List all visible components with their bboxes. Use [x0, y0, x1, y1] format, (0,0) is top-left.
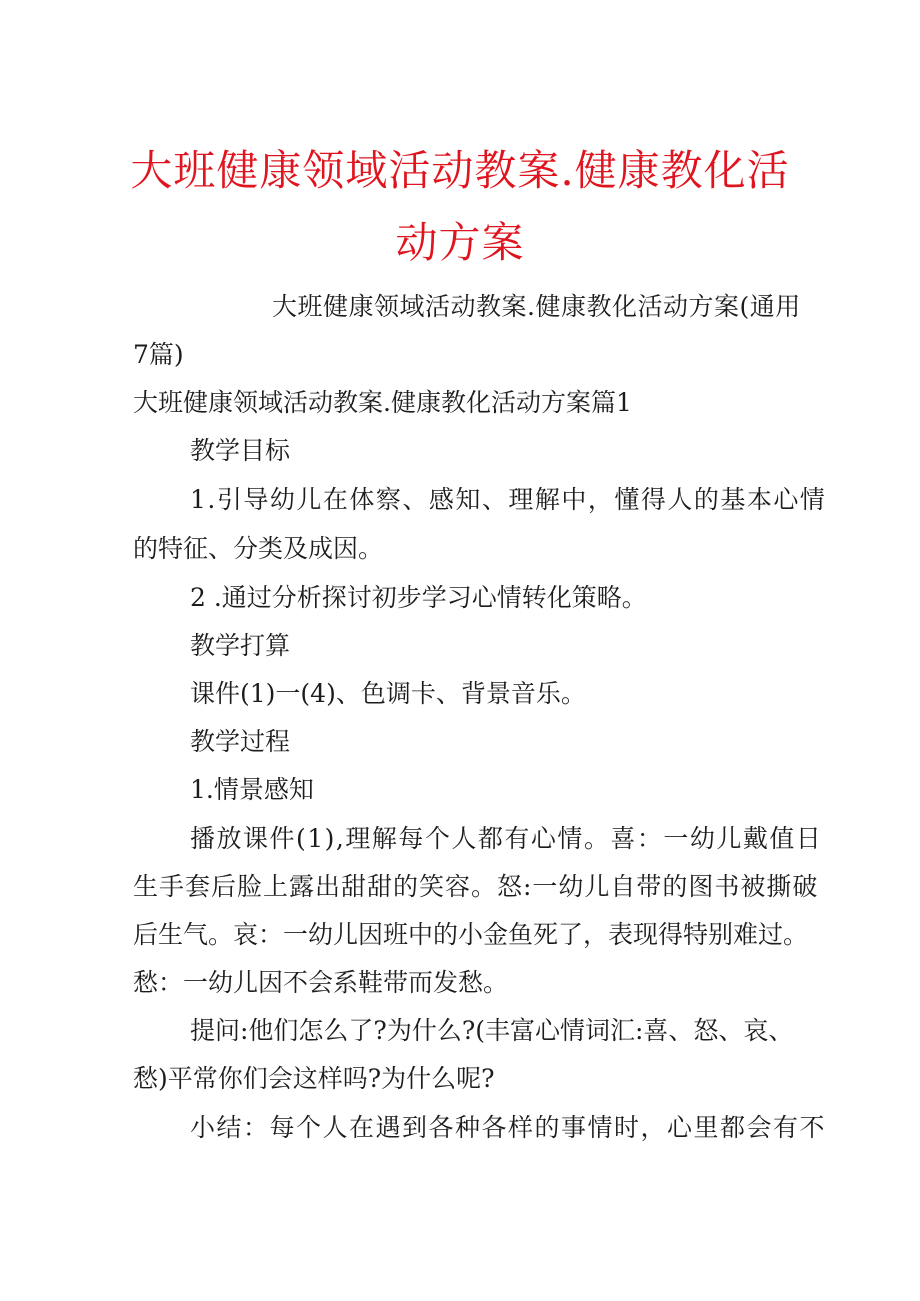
document-title-line-1: 大班健康领域活动教案.健康教化活	[130, 146, 790, 195]
paragraph-line: 播放课件(1),理解每个人都有心情。喜：一幼儿戴值日	[190, 824, 823, 853]
paragraph-line: 愁)平常你们会这样吗?为什么呢?	[133, 1064, 495, 1093]
heading-teaching-prep: 教学打算	[190, 631, 291, 660]
paragraph-line: 小结：每个人在遇到各种各样的事情时，心里都会有不	[190, 1113, 827, 1142]
section-heading: 大班健康领域活动教案.健康教化活动方案篇1	[133, 388, 632, 417]
heading-teaching-goals: 教学目标	[190, 436, 291, 465]
document-title-line-2: 动方案	[395, 218, 525, 267]
heading-teaching-process: 教学过程	[190, 727, 291, 756]
paragraph-line: 愁：一幼儿因不会系鞋带而发愁。	[133, 968, 509, 997]
goal-1-line-2: 的特征、分类及成因。	[133, 534, 384, 563]
paragraph-line: 生手套后脸上露出甜甜的笑容。怒:一幼儿自带的图书被撕破	[133, 872, 819, 901]
document-subtitle-line-1: 大班健康领域活动教案.健康教化活动方案(通用	[272, 292, 801, 321]
document-subtitle-line-2: 7篇)	[133, 340, 184, 369]
goal-1-line-1: 1.引导幼儿在体察、感知、理解中，懂得人的基本心情	[190, 485, 827, 514]
paragraph-line: 提问:他们怎么了?为什么?(丰富心情词汇:喜、怒、哀、	[190, 1016, 794, 1045]
goal-2: 2 .通过分析探讨初步学习心情转化策略。	[190, 583, 647, 612]
paragraph-line: 后生气。哀：一幼儿因班中的小金鱼死了，表现得特别难过。	[133, 920, 809, 949]
prep-materials: 课件(1)一(4)、色调卡、背景音乐。	[190, 679, 586, 708]
process-step-1-heading: 1.情景感知	[190, 775, 314, 804]
